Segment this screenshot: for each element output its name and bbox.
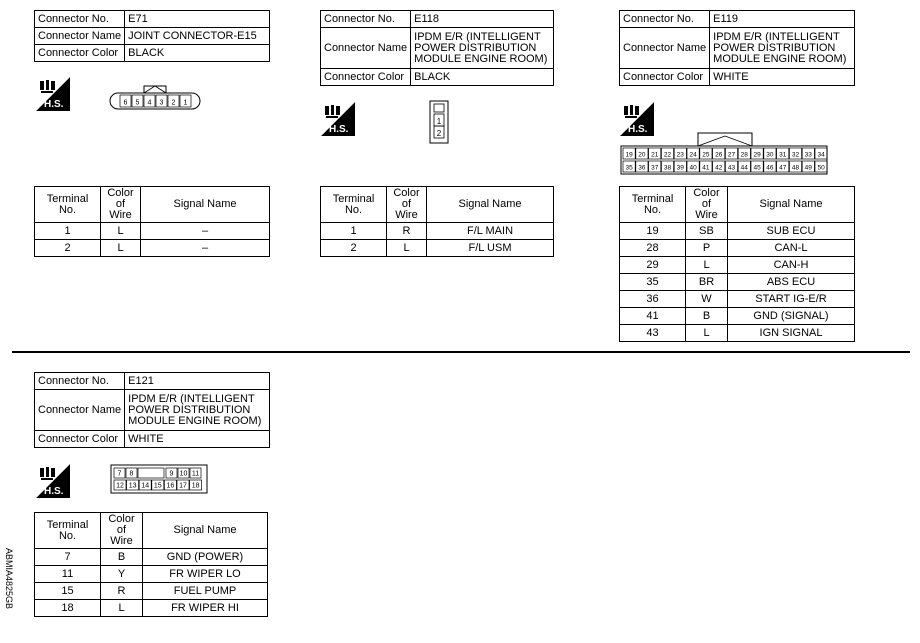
label-connector-no: Connector No. <box>321 11 411 28</box>
wire-color-cell: L <box>686 325 728 342</box>
e119-pin: 43 <box>727 164 736 172</box>
label-connector-color: Connector Color <box>35 431 125 448</box>
e119-pin: 36 <box>638 164 646 172</box>
signal-name-cell: F/L MAIN <box>427 223 554 240</box>
harness-side-icon <box>36 464 70 498</box>
e121-pin: 16 <box>166 482 175 490</box>
e119-connector-name: IPDM E/R (INTELLIGENT POWER DISTRIBUTION MODULE ENGINE ROOM) <box>710 28 855 69</box>
e121-info-table <box>34 372 270 448</box>
e121-pin: 11 <box>191 470 200 478</box>
terminal-no-cell: 36 <box>620 291 686 308</box>
terminal-no-cell: 35 <box>620 274 686 291</box>
table-row <box>35 583 268 600</box>
hs-label: H.S. <box>628 124 648 135</box>
e71-info-table <box>34 10 270 62</box>
wire-color-cell: Y <box>101 566 143 583</box>
terminal-no-cell: 18 <box>35 600 101 617</box>
signal-name-cell: GND (SIGNAL) <box>728 308 855 325</box>
wire-color-cell: R <box>101 583 143 600</box>
e119-connector-no: E119 <box>710 11 855 28</box>
e71-connector-color: BLACK <box>125 45 270 62</box>
e119-pin: 35 <box>625 164 633 172</box>
side-code: ABMIA4825GB <box>4 548 14 610</box>
e119-pin: 39 <box>676 164 684 172</box>
signal-name-cell: – <box>141 223 270 240</box>
e119-pin: 50 <box>817 164 825 172</box>
signal-name-cell: F/L USM <box>427 240 554 257</box>
color-header: Color of Wire <box>101 187 141 223</box>
e119-pin: 33 <box>804 151 812 159</box>
terminal-header: Terminal No. <box>35 187 101 223</box>
e119-pin: 22 <box>663 151 672 159</box>
e119-pin: 38 <box>663 164 672 172</box>
color-header: Color of Wire <box>101 513 143 549</box>
e71-connector-name: JOINT CONNECTOR-E15 <box>125 28 270 45</box>
signal-name-cell: START IG-E/R <box>728 291 855 308</box>
terminal-no-cell: 19 <box>620 223 686 240</box>
signal-name-cell: GND (POWER) <box>143 549 268 566</box>
signal-header: Signal Name <box>143 513 268 549</box>
e119-pin: 23 <box>676 151 684 159</box>
e118-connector-face <box>429 100 449 144</box>
e119-pin: 25 <box>702 151 710 159</box>
e121-pin: 13 <box>128 482 137 490</box>
terminal-header: Terminal No. <box>620 187 686 223</box>
label-connector-no: Connector No. <box>620 11 710 28</box>
wire-color-cell: L <box>101 223 141 240</box>
e119-pin: 47 <box>779 164 787 172</box>
signal-name-cell: IGN SIGNAL <box>728 325 855 342</box>
e119-terminal-table <box>619 186 855 342</box>
wire-color-cell: R <box>387 223 427 240</box>
color-header: Color of Wire <box>387 187 427 223</box>
e118-connector-no: E118 <box>411 11 554 28</box>
table-row <box>35 549 268 566</box>
wire-color-cell: L <box>387 240 427 257</box>
harness-side-icon <box>36 77 70 111</box>
terminal-no-cell: 28 <box>620 240 686 257</box>
e119-pin: 40 <box>689 164 697 172</box>
e119-connector-color: WHITE <box>710 69 855 86</box>
label-connector-color: Connector Color <box>620 69 710 86</box>
table-row <box>620 325 855 342</box>
signal-name-cell: FR WIPER HI <box>143 600 268 617</box>
e121-connector-face <box>110 464 208 494</box>
hs-label: H.S. <box>44 99 64 110</box>
e121-pin: 9 <box>169 470 174 478</box>
e119-pin: 32 <box>791 151 800 159</box>
e121-pin: 15 <box>153 482 162 490</box>
e118-info-table <box>320 10 554 86</box>
e118-connector-color: BLACK <box>411 69 554 86</box>
table-row <box>321 240 554 257</box>
terminal-no-cell: 43 <box>620 325 686 342</box>
table-row <box>35 240 270 257</box>
e118-connector-name: IPDM E/R (INTELLIGENT POWER DISTRIBUTION MODULE ENGINE ROOM) <box>411 28 554 69</box>
e121-pin: 7 <box>117 470 122 478</box>
e119-pin: 21 <box>651 151 659 159</box>
terminal-header: Terminal No. <box>35 513 101 549</box>
table-row <box>35 566 268 583</box>
e119-pin: 48 <box>791 164 800 172</box>
label-connector-name: Connector Name <box>35 390 125 431</box>
e119-pin: 45 <box>753 164 761 172</box>
wire-color-cell: L <box>686 257 728 274</box>
e121-connector-name: IPDM E/R (INTELLIGENT POWER DISTRIBUTION MODULE ENGINE ROOM) <box>125 390 270 431</box>
e119-pin: 37 <box>651 164 659 172</box>
terminal-no-cell: 2 <box>321 240 387 257</box>
e119-pin: 44 <box>740 164 748 172</box>
table-row <box>620 274 855 291</box>
e71-pin: 3 <box>159 99 164 107</box>
terminal-header: Terminal No. <box>321 187 387 223</box>
e121-connector-color: WHITE <box>125 431 270 448</box>
e71-connector-face <box>108 82 202 112</box>
label-connector-color: Connector Color <box>35 45 125 62</box>
terminal-no-cell: 15 <box>35 583 101 600</box>
wire-color-cell: B <box>101 549 143 566</box>
wire-color-cell: L <box>101 240 141 257</box>
table-row <box>620 223 855 240</box>
table-row <box>620 257 855 274</box>
signal-header: Signal Name <box>141 187 270 223</box>
e119-pin: 27 <box>727 151 736 159</box>
e121-pin: 18 <box>191 482 200 490</box>
label-connector-name: Connector Name <box>35 28 125 45</box>
signal-header: Signal Name <box>728 187 855 223</box>
wire-color-cell: L <box>101 600 143 617</box>
e119-pin: 26 <box>715 151 723 159</box>
e71-pin: 2 <box>171 99 176 107</box>
e119-pin: 19 <box>625 151 633 159</box>
signal-header: Signal Name <box>427 187 554 223</box>
section-divider <box>12 351 910 353</box>
e119-pin: 49 <box>804 164 812 172</box>
table-row <box>620 240 855 257</box>
e119-pin: 34 <box>817 151 825 159</box>
terminal-no-cell: 7 <box>35 549 101 566</box>
table-row <box>620 291 855 308</box>
label-connector-no: Connector No. <box>35 11 125 28</box>
harness-side-icon <box>321 102 355 136</box>
label-connector-color: Connector Color <box>321 69 411 86</box>
e119-pin: 42 <box>715 164 723 172</box>
hs-label: H.S. <box>329 124 349 135</box>
signal-name-cell: – <box>141 240 270 257</box>
wire-color-cell: P <box>686 240 728 257</box>
e71-pin: 4 <box>147 99 152 107</box>
wire-color-cell: B <box>686 308 728 325</box>
e119-pin: 24 <box>689 151 697 159</box>
terminal-no-cell: 1 <box>321 223 387 240</box>
e71-pin: 5 <box>135 99 140 107</box>
signal-name-cell: SUB ECU <box>728 223 855 240</box>
e119-pin: 29 <box>753 151 761 159</box>
signal-name-cell: FR WIPER LO <box>143 566 268 583</box>
e119-pin: 20 <box>638 151 646 159</box>
e121-pin: 17 <box>179 482 187 490</box>
e121-terminal-table <box>34 512 268 617</box>
wire-color-cell: W <box>686 291 728 308</box>
label-connector-name: Connector Name <box>321 28 411 69</box>
e121-pin: 8 <box>129 470 134 478</box>
e71-pin: 6 <box>123 99 128 107</box>
terminal-no-cell: 41 <box>620 308 686 325</box>
color-header: Color of Wire <box>686 187 728 223</box>
e71-pin: 1 <box>183 99 188 107</box>
e119-pin: 41 <box>702 164 710 172</box>
wire-color-cell: SB <box>686 223 728 240</box>
terminal-no-cell: 29 <box>620 257 686 274</box>
e119-pin: 31 <box>779 151 787 159</box>
e121-pin: 10 <box>179 470 188 478</box>
signal-name-cell: ABS ECU <box>728 274 855 291</box>
signal-name-cell: CAN-L <box>728 240 855 257</box>
hs-label: H.S. <box>44 486 64 497</box>
e121-pin: 12 <box>116 482 124 490</box>
signal-name-cell: CAN-H <box>728 257 855 274</box>
table-row <box>620 308 855 325</box>
e118-pin: 1 <box>436 117 442 126</box>
e121-pin: 14 <box>141 482 150 490</box>
e119-pin: 28 <box>740 151 748 159</box>
label-connector-no: Connector No. <box>35 373 125 390</box>
terminal-no-cell: 11 <box>35 566 101 583</box>
e118-pin: 2 <box>436 129 442 138</box>
table-row <box>321 223 554 240</box>
wire-color-cell: BR <box>686 274 728 291</box>
e71-connector-no: E71 <box>125 11 270 28</box>
terminal-no-cell: 2 <box>35 240 101 257</box>
e118-terminal-table <box>320 186 554 257</box>
e119-info-table <box>619 10 855 86</box>
table-row <box>35 600 268 617</box>
e121-connector-no: E121 <box>125 373 270 390</box>
e119-pin: 30 <box>766 151 774 159</box>
signal-name-cell: FUEL PUMP <box>143 583 268 600</box>
e71-terminal-table <box>34 186 270 257</box>
e119-pin: 46 <box>766 164 774 172</box>
terminal-no-cell: 1 <box>35 223 101 240</box>
e119-connector-face <box>620 130 830 176</box>
label-connector-name: Connector Name <box>620 28 710 69</box>
table-row <box>35 223 270 240</box>
